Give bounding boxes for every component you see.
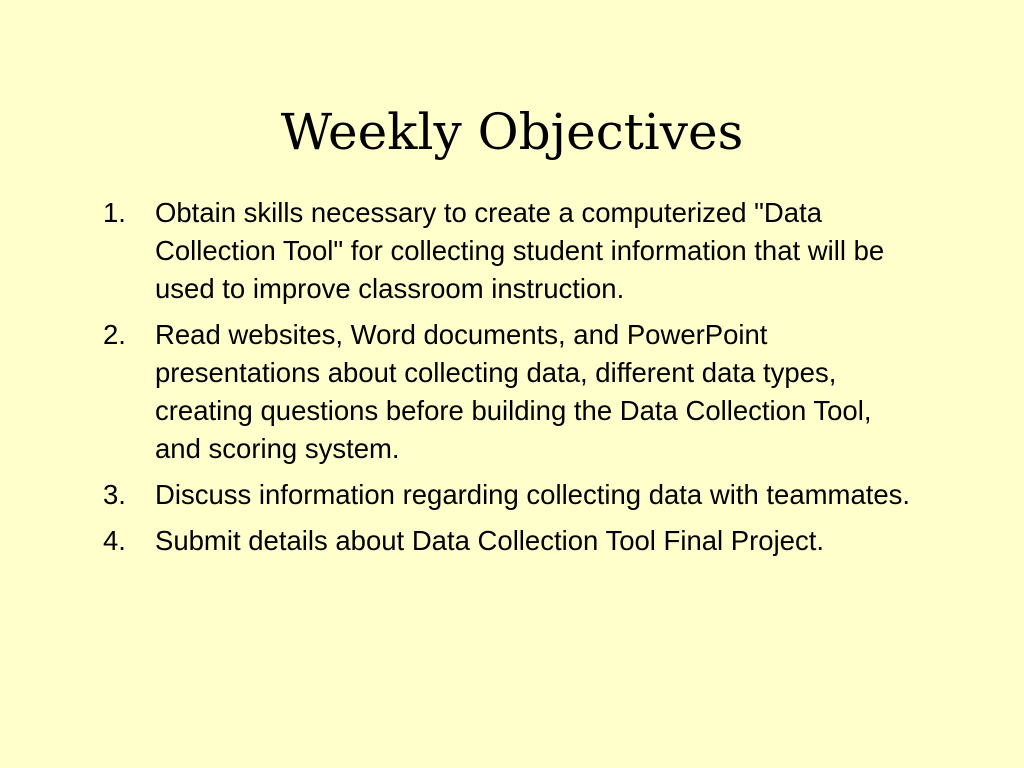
slide-title: Weekly Objectives <box>280 103 744 161</box>
list-item-number: 3. <box>103 479 126 510</box>
list-item <box>103 316 923 468</box>
list-item-number: 1. <box>103 197 126 228</box>
objectives-list <box>103 194 923 568</box>
list-item-text: Read websites, Word documents, and PowerPoint presentations about collecting data, different data types, creating questions before building the Data Collection Tool, and scoring system. <box>155 319 872 464</box>
list-item-text: Submit details about Data Collection Tool Final Project. <box>155 525 825 556</box>
list-item <box>103 522 923 560</box>
list-item <box>103 194 923 308</box>
list-item-number: 4. <box>103 525 126 556</box>
list-item-text: Discuss information regarding collecting data with teammates. <box>155 479 911 510</box>
list-item-number: 2. <box>103 319 126 350</box>
list-item-text: Obtain skills necessary to create a computerized "Data Collection Tool" for collecting student information that will be used to improve classroom instruction. <box>155 197 885 304</box>
list-item <box>103 476 923 514</box>
